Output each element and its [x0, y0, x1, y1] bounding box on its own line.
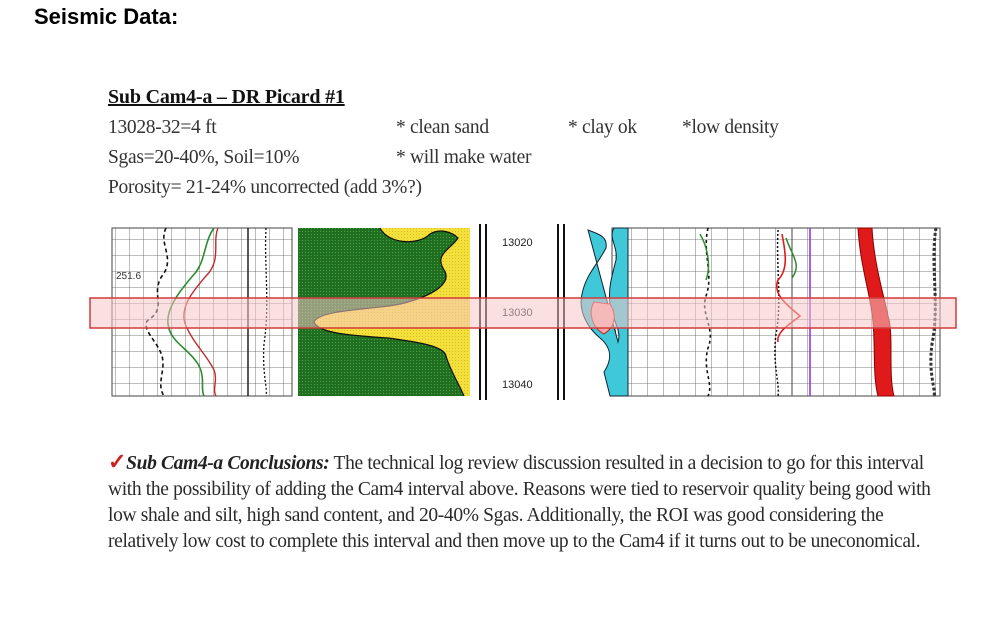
- conclusion-text: The technical log review discussion resulted in a decision to go for this interval with the possibility of adding the Cam4 interval above. Reasons were tied to reservoir quality being good with low shale and silt, high sand content, and 20-40% Sgas. Additionally, the ROI was good considering the relatively low cost to complete this interval and then move up to the Cam4 if it turns out to be uneconomical.: [108, 453, 931, 552]
- porosity-note: Porosity= 21-24% uncorrected (add 3%?): [108, 177, 422, 198]
- depth-label-13040: 13040: [502, 379, 533, 391]
- page-heading: Seismic Data:: [34, 4, 179, 29]
- pay-interval-highlight: [90, 298, 956, 328]
- clean-sand-note: * clean sand: [396, 117, 489, 138]
- low-density-note: *low density: [682, 117, 779, 138]
- well-title: Sub Cam4-a – DR Picard #1: [108, 86, 345, 108]
- well-log-image: [88, 224, 958, 400]
- clay-ok-note: * clay ok: [568, 117, 637, 138]
- saturation-note: Sgas=20-40%, Soil=10%: [108, 147, 300, 168]
- scale-label: 251.6: [116, 271, 142, 282]
- interval-note: 13028-32=4 ft: [108, 117, 217, 138]
- check-icon: ✓: [108, 449, 127, 474]
- depth-label-13020: 13020: [502, 237, 533, 249]
- conclusion-label: Sub Cam4-a Conclusions:: [126, 453, 330, 474]
- conclusion-paragraph: [108, 449, 954, 555]
- make-water-note: * will make water: [396, 147, 532, 168]
